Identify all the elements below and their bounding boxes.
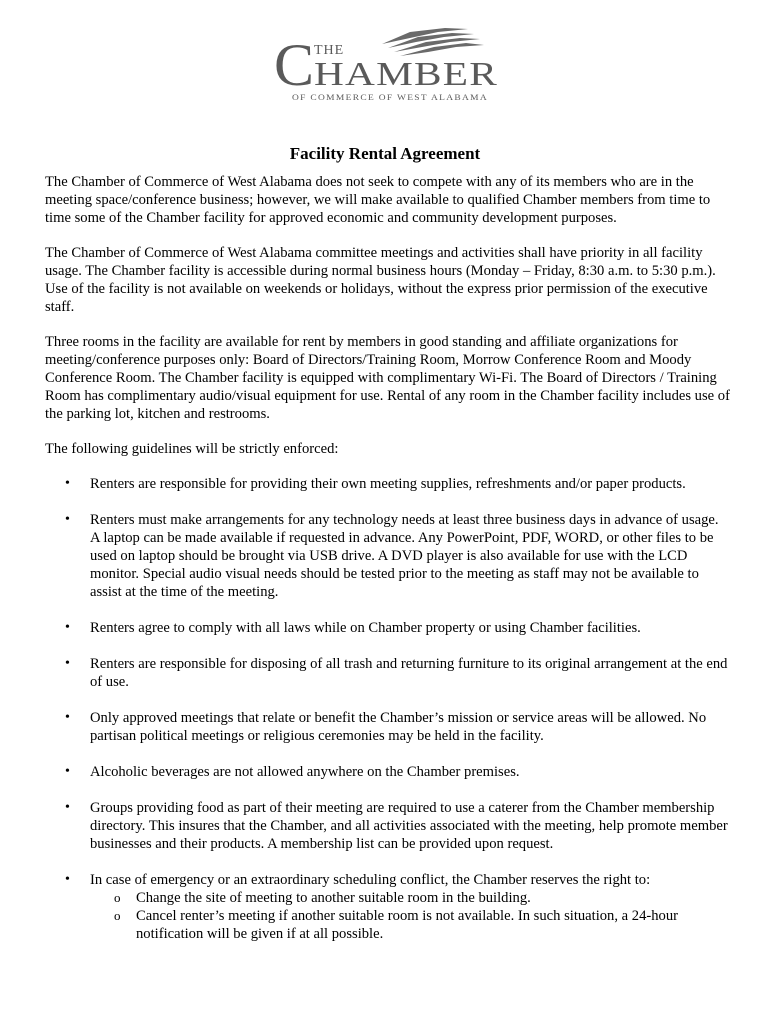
guideline-text: Renters agree to comply with all laws while on Chamber property or using Chamber facilities. [90, 620, 641, 636]
guideline-text: Alcoholic beverages are not allowed anywhere on the Chamber premises. [90, 764, 520, 780]
guideline-text: In case of emergency or an extraordinary scheduling conflict, the Chamber reserves the right to: [90, 872, 651, 888]
document-title: Facility Rental Agreement [289, 144, 481, 163]
guideline-item [45, 763, 730, 781]
logo-hamber: HAMBER [314, 56, 498, 93]
guideline-item [45, 511, 730, 601]
intro-paragraph: The Chamber of Commerce of West Alabama does not seek to compete with any of its members who are in the meeting space/conference business; however, we will make available to qualified Chamber members from time to time some of the Chamber facility for approved economic and community development purposes. [45, 174, 711, 226]
guideline-text: Renters are responsible for disposing of all trash and returning furniture to its original arrangement at the end of use. [90, 656, 728, 690]
guidelines-intro: The following guidelines will be strictly enforced: [45, 441, 339, 457]
guideline-text: Renters are responsible for providing their own meeting supplies, refreshments and/or paper products. [90, 476, 686, 492]
guidelines-list [45, 475, 730, 943]
guideline-item [45, 799, 730, 853]
emergency-subitem: o Change the site of meeting to another suitable room in the building. [90, 889, 730, 907]
logo-the: THE [314, 43, 345, 58]
swoosh-icon [382, 28, 484, 56]
guideline-item [45, 619, 730, 637]
emergency-sublist [90, 889, 730, 943]
logo-c: C [274, 32, 315, 98]
guideline-text: Groups providing food as part of their meeting are required to use a caterer from the Chamber membership directory. This insures that the Chamber, and all activities associated with the meeting, help promote member businesses and their products. A membership list can be provided upon request. [90, 800, 728, 852]
priority-paragraph: The Chamber of Commerce of West Alabama committee meetings and activities shall have priority in all facility usage. The Chamber facility is accessible during normal business hours (Monday – Friday, 8:30 a.m. to 5:30 p.m.). Use of the facility is not available on weekends or holidays, without the express prior permission of the executive staff. [45, 245, 716, 315]
emergency-subitem: o Cancel renter’s meeting if another suitable room is not available. In such situation, a 24-hour notification will be given if at all possible. [90, 907, 730, 943]
guideline-item [45, 475, 730, 493]
guideline-item [45, 871, 730, 943]
guideline-item [45, 655, 730, 691]
chamber-logo-graphic [270, 22, 502, 102]
guideline-text: Only approved meetings that relate or benefit the Chamber’s mission or service areas will be allowed. No partisan political meetings or religious ceremonies may be held in the facility. [90, 710, 707, 744]
guideline-text: Renters must make arrangements for any technology needs at least three business days in advance of usage. A laptop can be made available if requested in advance. Any PowerPoint, PDF, WORD, or other files to be used on laptop should be brought via USB drive. A DVD player is also available for use with the LCD monitor. Special audio visual needs should be tested prior to the meeting as staff may not be available to assist at the time of the meeting. [90, 512, 719, 600]
rooms-paragraph: Three rooms in the facility are available for rent by members in good standing and affiliate organizations for meeting/conference purposes only: Board of Directors/Training Room, Morrow Conference Room and Moody Conference Room. The Chamber facility is equipped with complimentary Wi-Fi. The Board of Directors / Training Room has complimentary audio/visual equipment for use. Rental of any room in the Chamber facility includes use of the parking lot, kitchen and restrooms. [45, 334, 730, 422]
document-body [45, 173, 730, 961]
guideline-item [45, 709, 730, 745]
chamber-logo [270, 22, 502, 102]
logo-tagline: OF COMMERCE OF WEST ALABAMA [292, 92, 488, 102]
